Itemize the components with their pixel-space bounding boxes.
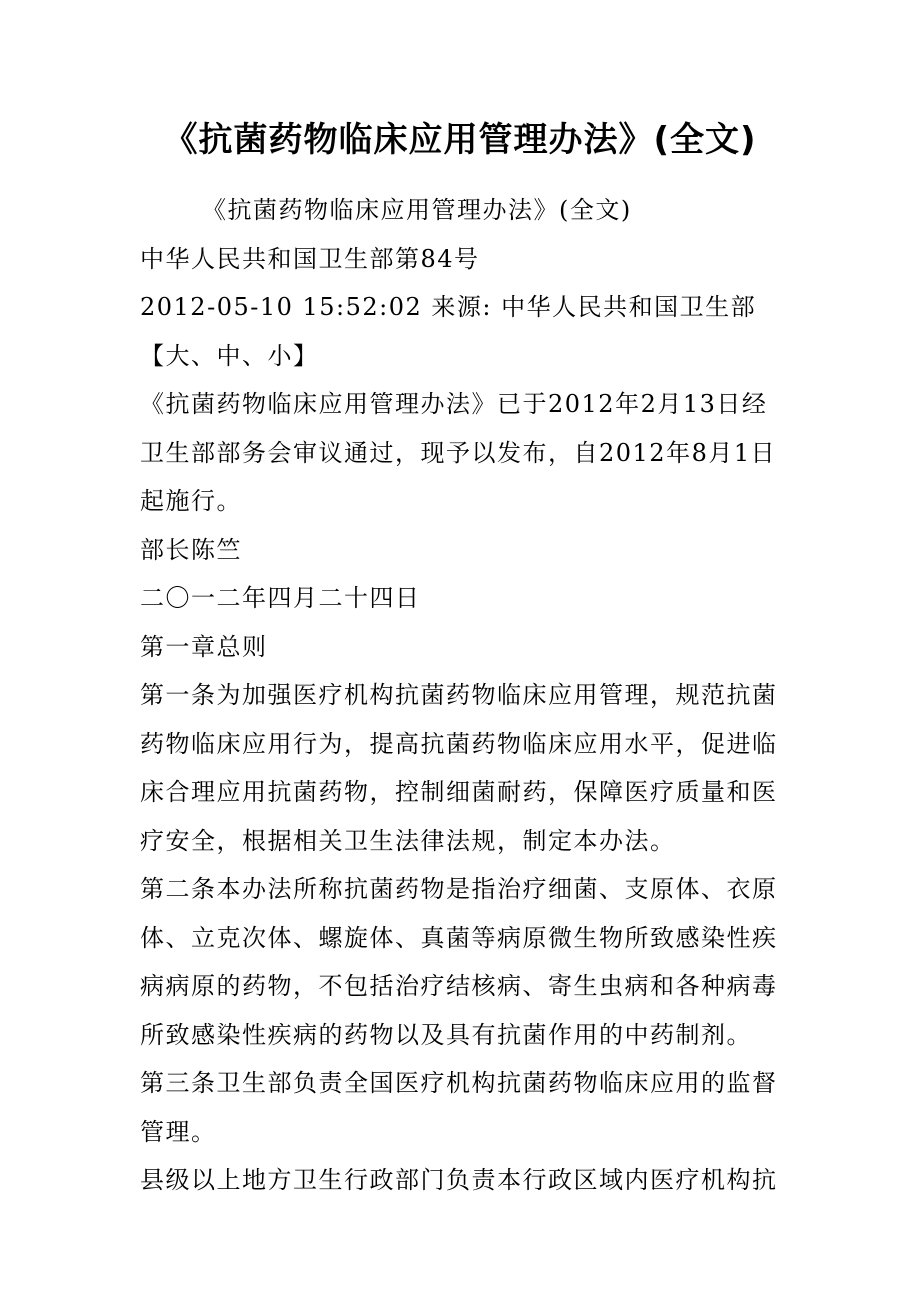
- article-3-continuation-paragraph: 县级以上地方卫生行政部门负责本行政区域内医疗机构抗: [140, 1166, 778, 1194]
- article-1-paragraph: 第一条为加强医疗机构抗菌药物临床应用管理，规范抗菌药物临床应用行为，提高抗菌药物临床应用水平，促进临床合理应用抗菌药物，控制细菌耐药，保障医疗质量和医疗安全，根据相关卫生法律法规，制定本办法。: [140, 681, 778, 855]
- decree-number-paragraph: 中华人民共和国卫生部第84号: [140, 244, 480, 273]
- date-paragraph: 二〇一二年四月二十四日: [140, 584, 421, 612]
- source-line-paragraph: 2012-05-10 15:52:02 来源: 中华人民共和国卫生部【大、中、小】: [140, 293, 757, 370]
- minister-paragraph: 部长陈竺: [140, 535, 242, 564]
- promulgation-paragraph: 《抗菌药物临床应用管理办法》已于2012年2月13日经卫生部部务会审议通过，现予以发布，自2012年8月1日起施行。: [140, 390, 777, 515]
- document-title: 《抗菌药物临床应用管理办法》(全文): [163, 120, 757, 160]
- subtitle-paragraph: 《抗菌药物临床应用管理办法》(全文): [202, 196, 632, 224]
- article-3-paragraph: 第三条卫生部负责全国医疗机构抗菌药物临床应用的监督管理。: [140, 1069, 778, 1146]
- document-body: [140, 186, 785, 1205]
- chapter-heading: 第一章总则: [140, 632, 268, 661]
- article-2-paragraph: 第二条本办法所称抗菌药物是指治疗细菌、支原体、衣原体、立克次体、螺旋体、真菌等病原微生物所致感染性疾病病原的药物，不包括治疗结核病、寄生虫病和各种病毒所致感染性疾病的药物以及具有抗菌作用的中药制剂。: [140, 875, 778, 1049]
